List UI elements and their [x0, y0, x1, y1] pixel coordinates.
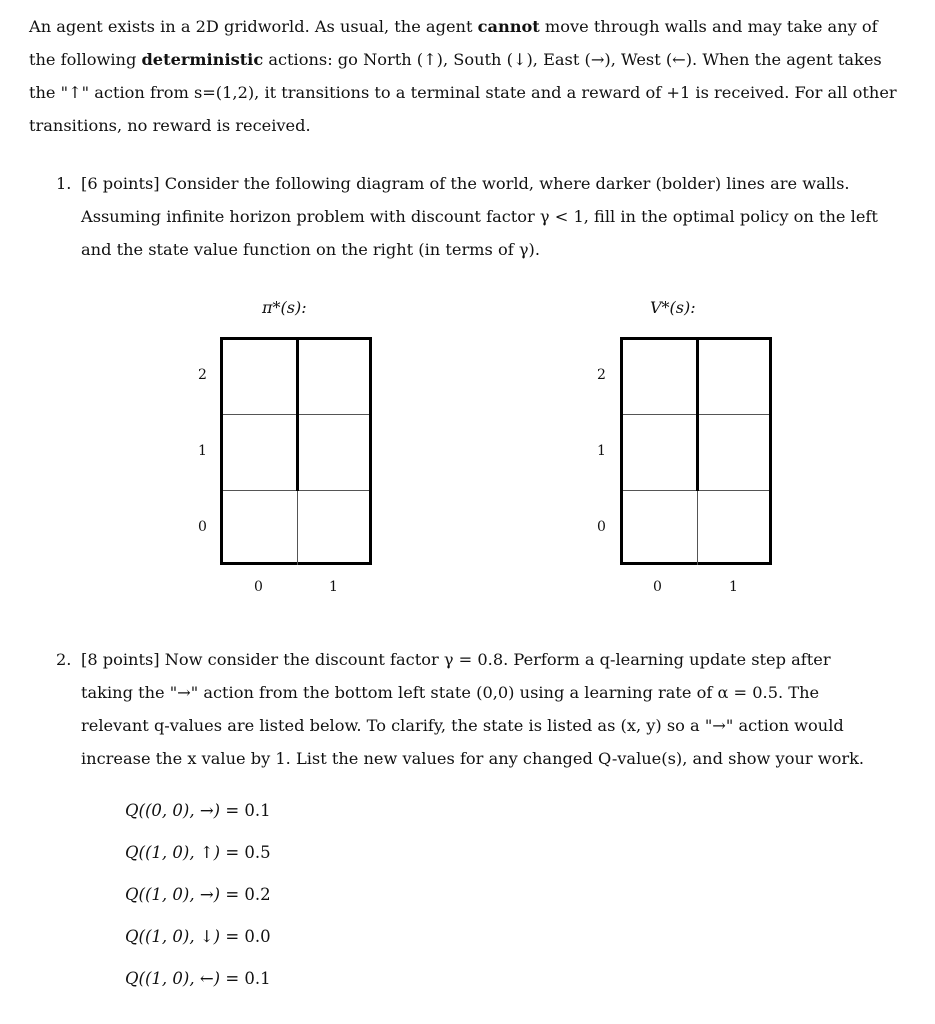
q-value-3-val: 0.0: [244, 927, 271, 946]
q-value-3-lhs: Q((1, 0), ↓) =: [125, 927, 245, 946]
question-1-text: [6 points] Consider the following diagram of the world, where darker (bolder) lines are walls. Assuming infinite horizon problem with discount factor γ < 1, fill in the optimal policy on the left and the state value function on the right (in terms of γ).: [81, 174, 878, 259]
policy-x-label-1: 1: [329, 579, 338, 595]
value-y-label-2: 2: [597, 367, 606, 383]
value-grid-title: V*(s):: [650, 298, 696, 317]
value-grid: [620, 337, 772, 565]
intro-text-3: actions: go North (↑), South (↓), East (→), West (←). When the agent takes the "↑" action from s=(1,2), it transitions to a terminal state and a reward of +1 is received. For all other transitions, no reward is received.: [29, 50, 897, 135]
question-2-number: 2.: [56, 650, 72, 669]
question-2: [56, 643, 886, 775]
value-y-label-1: 1: [597, 443, 606, 459]
q-value-4-val: 0.1: [244, 969, 271, 988]
q-value-2-lhs: Q((1, 0), →) =: [125, 885, 245, 904]
policy-grid-title: π*(s):: [262, 298, 307, 317]
policy-y-label-1: 1: [198, 443, 207, 459]
intro-text-1: An agent exists in a 2D gridworld. As usual, the agent: [29, 17, 478, 36]
policy-grid-wall: [296, 340, 299, 491]
intro-text-2: move through walls and may take any of the following: [29, 17, 878, 69]
policy-grid: [220, 337, 372, 565]
value-x-label-0: 0: [653, 579, 662, 595]
intro-bold-cannot: cannot: [477, 17, 540, 36]
intro-bold-deterministic: deterministic: [141, 50, 264, 69]
policy-y-label-2: 2: [198, 367, 207, 383]
q-value-2-val: 0.2: [244, 885, 271, 904]
value-x-label-1: 1: [729, 579, 738, 595]
q-value-0: [125, 801, 271, 820]
question-1-number: 1.: [56, 174, 72, 193]
question-2-text: [8 points] Now consider the discount factor γ = 0.8. Perform a q-learning update step after taking the "→" action from the bottom left state (0,0) using a learning rate of α = 0.5. The relevant q-values are listed below. To clarify, the state is listed as (x, y) so a "→" action would increase the x value by 1. List the new values for any changed Q-value(s), and show your work.: [81, 650, 865, 768]
policy-x-label-0: 0: [254, 579, 263, 595]
policy-y-label-0: 0: [198, 519, 207, 535]
q-value-2: [125, 885, 271, 904]
value-grid-wall: [696, 340, 699, 491]
value-y-label-0: 0: [597, 519, 606, 535]
q-value-0-val: 0.1: [244, 801, 271, 820]
q-value-0-lhs: Q((0, 0), →) =: [125, 801, 245, 820]
q-value-3: [125, 927, 271, 946]
value-grid-line-v: [697, 490, 698, 565]
q-value-1-lhs: Q((1, 0), ↑) =: [125, 843, 245, 862]
q-value-1: [125, 843, 271, 862]
q-value-4: [125, 969, 271, 988]
question-1: [56, 167, 886, 266]
q-value-4-lhs: Q((1, 0), ←) =: [125, 969, 245, 988]
policy-grid-line-v: [297, 490, 298, 565]
q-value-1-val: 0.5: [244, 843, 271, 862]
intro-paragraph: [29, 10, 899, 142]
